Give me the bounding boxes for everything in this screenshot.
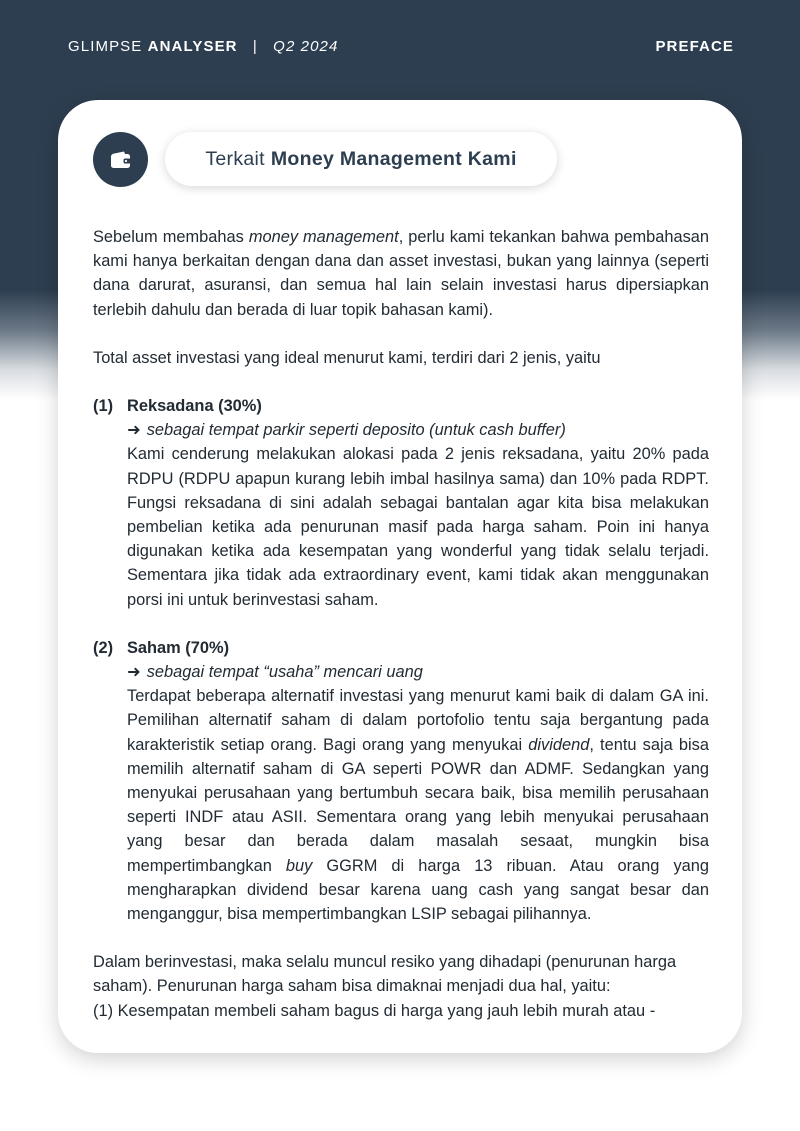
- closing-paragraph: Dalam berinvestasi, maka selalu muncul resiko yang dihadapi (penurunan harga saham). Penurunan harga saham bisa dimaknai menjadi dua hal, yaitu:: [93, 953, 677, 996]
- title-bold: Money Management Kami: [270, 147, 517, 170]
- section-heading: [93, 394, 709, 418]
- section-number: (1): [93, 397, 114, 416]
- intro-text-1: Sebelum membahas: [93, 228, 249, 246]
- body-italic-2: buy: [285, 856, 313, 875]
- body-text-1: Terdapat beberapa alternatif investasi yang menurut kami baik di dalam GA ini. Pemilihan alternatif saham di dalam portofolio tentu saja bergantung pada karakteristik setiap orang. Bagi orang yang menyukai: [127, 687, 709, 754]
- section-body: Kami cenderung melakukan alokasi pada 2 jenis reksadana, yaitu 20% pada RDPU (RDPU apapun kurang lebih imbal hasilnya sama) dan 10% pada RDPT. Fungsi reksadana di sini adalah sebagai bantalan agar kita bisa melakukan pembelian ketika ada penurunan masif pada harga saham. Poin ini hanya digunakan ketika ada kesempatan yang wonderful yang tidak selalu terjadi. Sementara jika tidak ada extraordinary event, kami tidak akan menggunakan porsi ini untuk berinvestasi saham.: [127, 445, 709, 609]
- title-prefix: Terkait: [205, 147, 265, 170]
- section-heading: [93, 636, 709, 660]
- arrow-right-icon: ➜: [127, 663, 141, 682]
- section-body: [93, 684, 709, 926]
- page-title: [165, 132, 557, 186]
- page-header: [68, 38, 734, 58]
- body-text-3: GGRM di harga 13 ribuan. Atau orang yang mengharapkan dividend besar karena uang cash yang sangat besar dan menganggur, bisa mempertimbangkan LSIP sebagai pilihannya.: [127, 856, 709, 924]
- intro-paragraph: [93, 225, 709, 322]
- brand-name-bold: ANALYSER: [147, 38, 238, 55]
- content-card: [58, 100, 742, 1053]
- intro-italic: money management: [248, 228, 399, 246]
- total-asset-paragraph: Total asset investasi yang ideal menurut kami, terdiri dari 2 jenis, yaitu: [93, 348, 601, 367]
- brand-name-light: GLIMPSE: [68, 38, 143, 55]
- report-period: Q2 2024: [273, 38, 339, 55]
- section-subtitle: [93, 660, 709, 684]
- header-separator: |: [252, 38, 258, 55]
- wallet-icon: [109, 150, 133, 170]
- body-italic-1: dividend: [528, 735, 590, 754]
- arrow-right-icon: ➜: [127, 421, 141, 440]
- wallet-icon-badge: [93, 132, 148, 187]
- closing-item-1: (1) Kesempatan membeli saham bagus di harga yang jauh lebih murah atau -: [93, 1001, 656, 1020]
- section-subtitle-text: sebagai tempat “usaha” mencari uang: [146, 663, 423, 682]
- body-text-2: , tentu saja bisa memilih alternatif saham di GA seperti POWR dan ADMF. Sedangkan yang menyukai perusahaan yang bertumbuh secara baik, bisa memilih perusahaan seperti INDF atau ASII. Sementara orang yang lebih menyukai perusahaan yang besar dan berada dalam masalah sesaat, mungkin bisa mempertimbangkan: [127, 735, 709, 875]
- article-body: [93, 225, 709, 1023]
- section-reksadana: [93, 394, 709, 612]
- section-title: Saham (70%): [127, 638, 230, 657]
- section-saham: [93, 636, 709, 926]
- section-subtitle-text: sebagai tempat parkir seperti deposito (untuk cash buffer): [146, 421, 566, 440]
- section-number: (2): [93, 638, 114, 657]
- section-label: PREFACE: [655, 38, 734, 55]
- intro-text-2: , perlu kami tekankan bahwa pembahasan kami hanya berkaitan dengan dana dan asset investasi, bukan yang lainnya (seperti dana darurat, asuransi, dan semua hal lain selain investasi harus dipersiapkan terlebih dahulu dan berada di luar topik bahasan kami).: [93, 228, 709, 319]
- section-title: Reksadana (30%): [127, 397, 262, 416]
- report-brand: [68, 38, 338, 55]
- section-subtitle: [93, 418, 709, 442]
